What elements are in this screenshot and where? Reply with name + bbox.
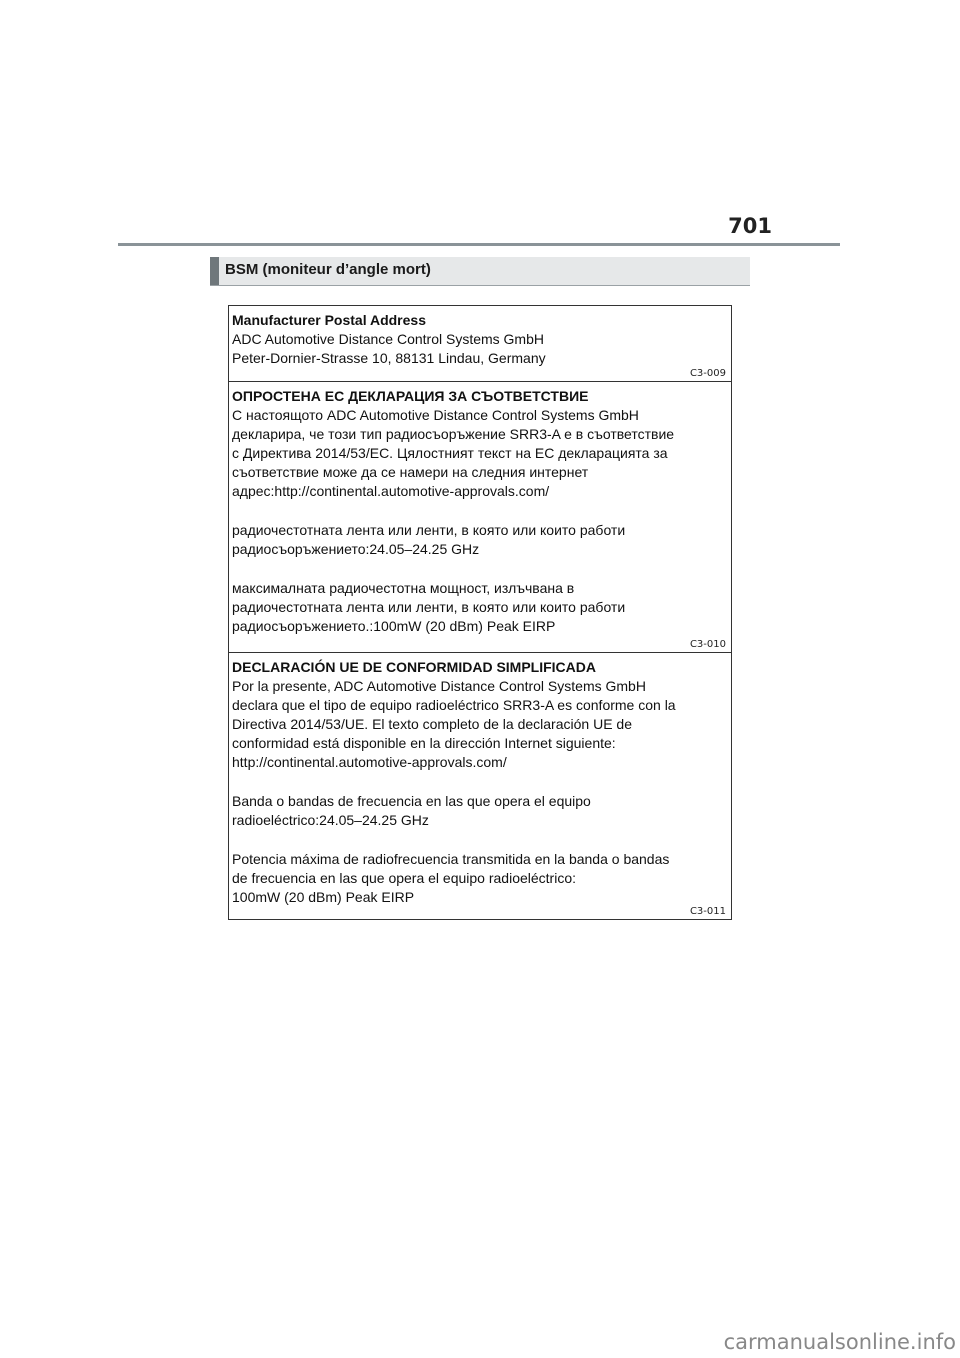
declaration-heading: ОПРОСТЕНА ЕС ДЕКЛАРАЦИЯ ЗА СЪОТВЕТСТВИЕ bbox=[232, 388, 589, 404]
text-line: съответствие може да се намери на следния интернет bbox=[232, 464, 589, 481]
manufacturer-address-block bbox=[229, 306, 731, 382]
text-line: Banda o bandas de frecuencia en las que opera el equipo bbox=[232, 793, 591, 810]
text-line: de frecuencia en las que opera el equipo radioeléctrico: bbox=[232, 869, 577, 886]
block-code: C3-009 bbox=[689, 368, 726, 379]
watermark: carmanualsonline.info bbox=[723, 1330, 956, 1354]
block-code: C3-011 bbox=[689, 906, 726, 917]
text-line: радиосъоръжението.:100mW (20 dBm) Peak EIRP bbox=[232, 617, 556, 634]
text-line: Potencia máxima de radiofrecuencia transmitida en la banda o bandas bbox=[232, 850, 670, 867]
declaration-box bbox=[228, 305, 732, 920]
text-line: адрес:http://continental.automotive-approvals.com/ bbox=[232, 483, 550, 500]
text-line: radioeléctrico:24.05–24.25 GHz bbox=[232, 812, 429, 829]
text-line: Por la presente, ADC Automotive Distance Control Systems GmbH bbox=[232, 678, 646, 695]
page-number: 701 bbox=[728, 214, 772, 238]
text-line: conformidad está disponible en la dirección Internet siguiente: bbox=[232, 735, 616, 752]
bulgarian-declaration-block bbox=[229, 382, 731, 653]
block-code: C3-010 bbox=[689, 639, 726, 650]
header-rule bbox=[118, 243, 840, 246]
manufacturer-heading: Manufacturer Postal Address bbox=[232, 312, 426, 328]
text-line: 100mW (20 dBm) Peak EIRP bbox=[232, 888, 415, 905]
section-heading bbox=[210, 257, 750, 286]
text-line: declara que el tipo de equipo radioeléctrico SRR3-A es conforme con la bbox=[232, 697, 676, 714]
text-line: http://continental.automotive-approvals.com/ bbox=[232, 754, 507, 771]
manufacturer-name: ADC Automotive Distance Control Systems GmbH bbox=[232, 331, 544, 348]
text-line: С настоящото ADC Automotive Distance Control Systems GmbH bbox=[232, 407, 639, 424]
text-line: с Директива 2014/53/ЕС. Цялостният текст на ЕС декларацията за bbox=[232, 445, 668, 462]
text-line: Directiva 2014/53/UE. El texto completo de la declaración UE de bbox=[232, 716, 632, 733]
section-heading-accent-bar bbox=[210, 257, 219, 285]
spanish-declaration-block bbox=[229, 653, 731, 919]
text-line: радиочестотната лента или ленти, в която или които работи bbox=[232, 598, 626, 615]
section-title: BSM (moniteur d’angle mort) bbox=[225, 261, 431, 278]
text-line: максималната радиочестотна мощност, излъчвана в bbox=[232, 579, 575, 596]
text-line: декларира, че този тип радиосъоръжение SRR3-A е в съответствие bbox=[232, 426, 675, 443]
declaration-heading: DECLARACIÓN UE DE CONFORMIDAD SIMPLIFICADA bbox=[232, 659, 596, 675]
manufacturer-address: Peter-Dornier-Strasse 10, 88131 Lindau, Germany bbox=[232, 350, 546, 367]
text-line: радиочестотната лента или ленти, в която или които работи bbox=[232, 522, 626, 539]
text-line: радиосъоръжението:24.05–24.25 GHz bbox=[232, 541, 480, 558]
